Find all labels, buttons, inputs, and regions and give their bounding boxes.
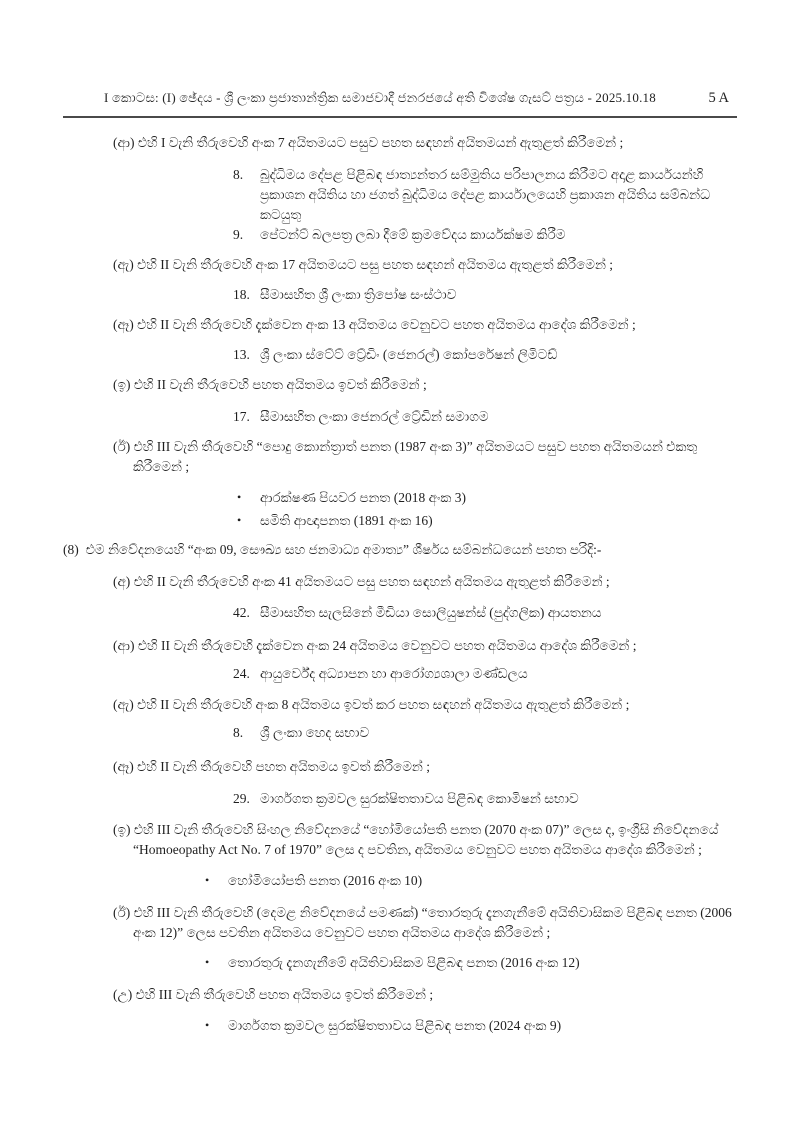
- bullet-text: මාර්ගගත ක්‍රමවල සුරක්ෂිතතාවය පිළිබඳ පනත (2024 අංක 9): [228, 1018, 562, 1033]
- clause-text: එහි II වැනි තීරුවෙහි දැක්වෙන අංක 24 අයිතමය වෙනුවට පහත අයිතමය ආදේශ කිරීමෙන් ;: [137, 638, 637, 653]
- clause-label: (ඈ): [113, 317, 134, 332]
- clause-label: (ආ): [113, 135, 135, 150]
- clause-text: එහි II වැනි තීරුවෙහි අංක 8 අයිතමය ඉවත් කර පහත සඳහන් අයිතමය ඇතුළත් කිරීමෙන් ;: [137, 697, 630, 712]
- clause-label: (ඉ): [113, 822, 131, 837]
- clause-label: (උ): [113, 987, 133, 1002]
- item-number: 13.: [233, 347, 250, 362]
- item-text: සීමාසහිත ශ්‍රී ලංකා ත්‍රිපෝෂ සංස්ථාව: [260, 287, 457, 302]
- bullet-text: ආරක්ෂණ පියවර පනත (2018 අංක 3): [260, 490, 466, 505]
- bullet-text: තොරතුරු දැනගැනීමේ අයිතිවාසිකම පිළිබඳ පනත (2016 අංක 12): [228, 955, 580, 970]
- bullet-icon: •: [205, 1018, 210, 1032]
- amendment-item: [63, 407, 737, 427]
- amendment-item: [63, 345, 737, 365]
- bullet-item: [63, 1015, 737, 1036]
- item-text: පේටන්ට් බලපත්‍ර ලබා දීමේ ක්‍රමවේදය කාර්යක්ෂම කිරීම: [260, 227, 566, 242]
- item-text: ශ්‍රී ලංකා ස්ටේට් ට්‍රේඩිං (ජෙනරල්) කෝපරේෂන් ලිමිටඩ්: [260, 347, 558, 362]
- clause-text: එහි III වැනි තීරුවෙහි “පොදු කොන්ත්‍රාත් පනත (1987 අංක 3)” අයිතමයට පසුව පහත අයිතමයන් එකතු කිරීමෙන් ;: [133, 439, 698, 474]
- clause-label: (ආ): [113, 638, 135, 653]
- clause-text: එහි II වැනි තීරුවෙහි දැක්වෙන අංක 13 අයිතමය වෙනුවට පහත අයිතමය ආදේශ කිරීමෙන් ;: [137, 317, 636, 332]
- clause-paragraph: [63, 133, 737, 153]
- bullet-text: සමිති ආඥාපනත (1891 අංක 16): [260, 513, 433, 528]
- clause-label: (ඉ): [113, 377, 131, 392]
- clause-paragraph: [63, 757, 737, 777]
- page-header: [63, 90, 737, 112]
- item-number: 18.: [233, 287, 250, 302]
- item-number: 24.: [233, 666, 250, 681]
- bullet-icon: •: [205, 955, 210, 969]
- clause-text: එහි II වැනි තීරුවෙහි අංක 41 අයිතමයට පසු පහත සඳහන් අයිතමය ඇතුළත් කිරීමෙන් ;: [133, 574, 610, 589]
- bullet-icon: •: [205, 873, 210, 887]
- clause-paragraph: [63, 695, 737, 715]
- amendment-item: [63, 789, 737, 809]
- clause-paragraph: [63, 985, 737, 1005]
- clause-text: එහි II වැනි තීරුවෙහි අංක 17 අයිතමයට පසු පහත සඳහන් අයිතමය ඇතුළත් කිරීමෙන් ;: [137, 257, 614, 272]
- bullet-item: [63, 952, 737, 973]
- section-number: (8): [63, 542, 79, 557]
- gazette-body: [63, 127, 737, 1036]
- bullet-icon: •: [237, 490, 242, 504]
- clause-label: (ඊ): [113, 905, 131, 920]
- clause-paragraph: [63, 375, 737, 395]
- clause-paragraph: [63, 903, 737, 943]
- clause-text: එහි III වැනි තීරුවෙහි පහත අයිතමය ඉවත් කිරීමෙන් ;: [135, 987, 434, 1002]
- section-paragraph: [63, 540, 737, 560]
- item-number: 29.: [233, 791, 250, 806]
- item-number: 8.: [233, 725, 244, 740]
- amendment-item: [63, 723, 737, 743]
- bullet-item: [63, 510, 737, 531]
- item-text: ශ්‍රී ලංකා හෙද සභාව: [260, 725, 370, 740]
- clause-text: එහි II වැනි තීරුවෙහි පහත අයිතමය ඉවත් කිරීමෙන් ;: [137, 759, 431, 774]
- clause-paragraph: [63, 820, 737, 860]
- clause-text: එහි II වැනි තීරුවෙහි පහත අයිතමය ඉවත් කිරීමෙන් ;: [133, 377, 427, 392]
- amendment-item: [63, 225, 737, 245]
- bullet-item: [63, 870, 737, 891]
- clause-paragraph: [63, 255, 737, 275]
- item-number: 9.: [233, 227, 244, 242]
- clause-label: (ඈ): [113, 759, 134, 774]
- bullet-icon: •: [237, 513, 242, 527]
- gazette-header-line: I කොටස: (I) ඡේදය - ශ්‍රී ලංකා ප්‍රජාතාන්ත්‍රික සමාජවාදී ජනරජයේ අති විශේෂ ගැසට් පත්‍රය - 2025.10.18: [104, 90, 656, 105]
- bullet-text: හෝමියෝපති පනත (2016 අංක 10): [228, 873, 423, 888]
- clause-text: එහි III වැනි තීරුවෙහි (දෙමළ නිවේදනයේ පමණක්) “තොරතුරු දැනගැනීමේ අයිතිවාසිකම පිළිබඳ පනත (2006 අංක 12)” ලෙස පවතින අයිතමය වෙනුවට පහත අයිතමය ආදේශ කිරීමෙන් ;: [133, 905, 732, 940]
- clause-paragraph: [63, 636, 737, 656]
- clause-text: එහි I වැනි තීරුවෙහි අංක 7 අයිතමයට පසුව පහත සඳහන් අයිතමයන් ඇතුළත් කිරීමෙන් ;: [137, 135, 624, 150]
- item-text: සීමාසහිත ලංකා ජෙනරල් ට්‍රේඩින් සමාගම: [260, 409, 489, 424]
- item-text: බුද්ධිමය දේපළ පිළිබඳ ජාත්‍යන්තර සම්මුතිය පරිපාලනය කිරීමට අදාළ කාර්යයන්හි ප්‍රකාශන අයිතිය හා ජගත් බුද්ධිමය දේපළ කාර්යාලයෙහි ප්‍රකාශන අයිතිය සම්බන්ධ කටයුතු: [260, 167, 711, 222]
- amendment-item: [63, 285, 737, 305]
- clause-paragraph: [63, 437, 737, 477]
- amendment-item: [63, 165, 737, 225]
- item-text: ආයුර්වේද අධ්‍යාපන හා ආරෝග්‍යශාලා මණ්ඩලය: [260, 666, 528, 681]
- amendment-item: [63, 664, 737, 684]
- clause-label: (ඊ): [113, 439, 131, 454]
- header-divider-rule: [63, 116, 737, 118]
- page-number: 5 A: [708, 90, 729, 106]
- clause-label: (ඇ): [113, 697, 134, 712]
- item-text: සීමාසහිත සැලසිනේ මීඩියා සොලියුෂන්ස් (පුද්ගලික) ආයතනය: [260, 605, 602, 620]
- section-text: එම නිවේදනයෙහි “අංක 09, සෞඛ්‍ය සහ ජනමාධ්‍ය අමාත්‍ය” ශීර්ෂය සම්බන්ධයෙන් පහත පරිදි:-: [85, 542, 602, 557]
- clause-paragraph: [63, 315, 737, 335]
- amendment-item: [63, 603, 737, 623]
- clause-paragraph: [63, 572, 737, 592]
- item-number: 8.: [233, 167, 244, 182]
- clause-label: (අ): [113, 574, 131, 589]
- clause-text: එහි III වැනි තීරුවෙහි සිංහල නිවේදනයේ “හෝමියෝපති පනත (2070 අංක 07)” ලෙස ද, ඉංග්‍රීසි නිවේදනයේ “Homoeopathy Act No. 7 of 1970” ලෙස ද පවතින, අයිතමය වෙනුවට පහත අයිතමය ආදේශ කිරීමෙන් ;: [133, 822, 719, 857]
- clause-label: (ඇ): [113, 257, 134, 272]
- bullet-item: [63, 487, 737, 508]
- item-number: 42.: [233, 605, 250, 620]
- item-text: මාර්ගගත ක්‍රමවල සුරක්ෂිතතාවය පිළිබඳ කොමිෂන් සභාව: [260, 791, 579, 806]
- item-number: 17.: [233, 409, 250, 424]
